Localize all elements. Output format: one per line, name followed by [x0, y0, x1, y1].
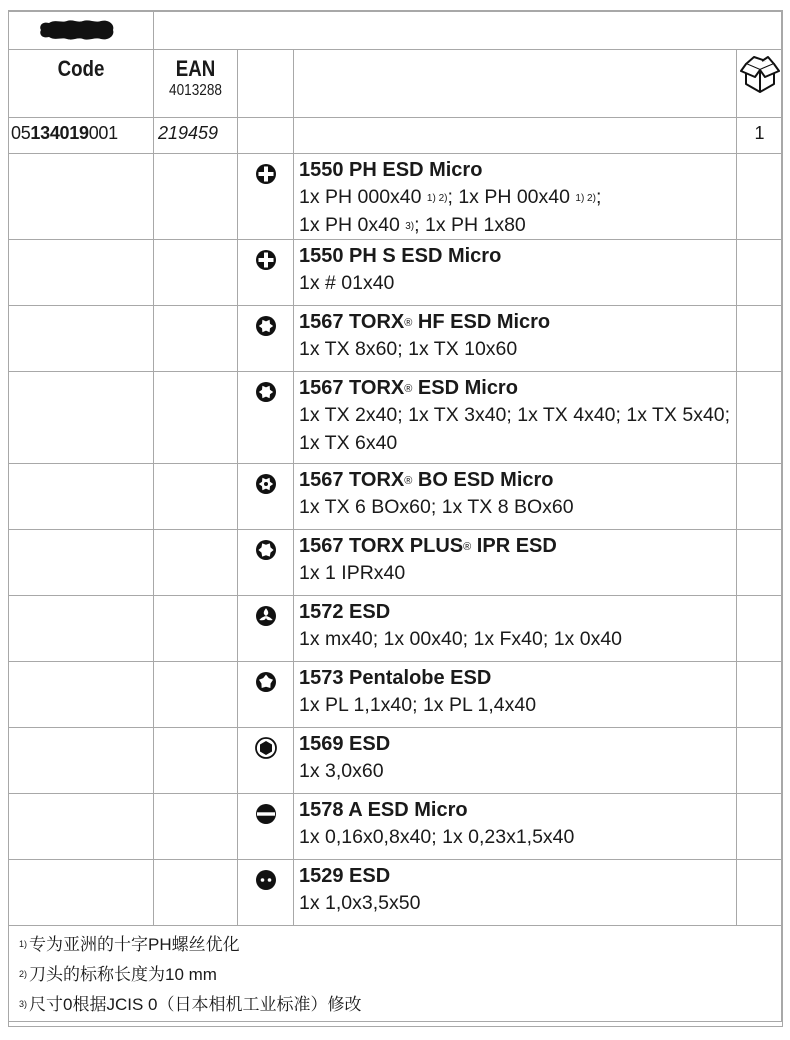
footnotes — [9, 926, 783, 1027]
item-title-text: 1550 PH S ESD Micro — [299, 245, 502, 267]
footnote-ref: 1) 2) — [575, 193, 596, 204]
item-title — [299, 797, 732, 823]
item-icon-cell — [238, 530, 294, 596]
item-contents-text: ; 1x PH 00x40 — [447, 186, 576, 208]
item-title — [299, 157, 732, 183]
item-contents-line — [299, 429, 732, 457]
item-ean-cell — [154, 372, 238, 464]
item-icon-cell — [238, 464, 294, 530]
item-qty-cell — [737, 372, 783, 464]
item-contents-text: 1x mx40; 1x 00x40; 1x Fx40; 1x 0x40 — [299, 628, 623, 650]
footnote-line — [19, 990, 782, 1020]
item-title-text: 1572 ESD — [299, 601, 391, 623]
item-row — [9, 372, 783, 464]
hex-icon — [254, 736, 278, 760]
item-contents-text: 1x # 01x40 — [299, 272, 395, 294]
ean-prefix: 4013288 — [169, 82, 222, 99]
item-qty-cell — [737, 306, 783, 372]
footnote-mark: 1) — [19, 939, 28, 949]
item-title-text: 1567 TORX — [299, 469, 405, 491]
item-ean-cell — [154, 530, 238, 596]
item-contents-text: ; 1x PH 1x80 — [414, 214, 526, 236]
code-header — [9, 50, 154, 118]
item-contents-text: 1x TX 6x40 — [299, 432, 398, 454]
item-description — [294, 794, 737, 860]
item-code-cell — [9, 530, 154, 596]
item-icon-cell — [238, 306, 294, 372]
item-code-cell — [9, 306, 154, 372]
item-description — [294, 728, 737, 794]
torx-hf-icon — [254, 314, 278, 338]
logo-spacer — [154, 11, 783, 50]
item-description — [294, 154, 737, 240]
item-qty-cell — [737, 860, 783, 926]
item-contents-text: 1x TX 8x60; 1x TX 10x60 — [299, 338, 518, 360]
item-icon-cell — [238, 662, 294, 728]
item-contents-text: 1x 1,0x3,5x50 — [299, 892, 421, 914]
item-ean-cell — [154, 794, 238, 860]
item-title — [299, 467, 732, 493]
item-qty-cell — [737, 728, 783, 794]
quantity-value: 1 — [737, 118, 783, 154]
footnote-text: 刀头的标称长度为10 mm — [29, 965, 217, 984]
item-title — [299, 243, 732, 269]
item-title-rest: ESD Micro — [412, 377, 518, 399]
item-title-text: 1550 PH ESD Micro — [299, 159, 483, 181]
id-icon-cell — [238, 118, 294, 154]
item-contents-line — [299, 493, 732, 521]
item-code-cell — [9, 154, 154, 240]
item-contents-line — [299, 889, 732, 917]
two-pin-icon — [254, 868, 278, 892]
item-qty-cell — [737, 794, 783, 860]
product-table — [8, 10, 783, 1027]
item-code-cell — [9, 860, 154, 926]
item-ean-cell — [154, 860, 238, 926]
footnote-ref: 1) 2) — [426, 193, 448, 204]
item-contents-line — [299, 211, 732, 239]
item-code-cell — [9, 662, 154, 728]
item-title-rest: HF ESD Micro — [412, 311, 551, 333]
item-title-text: 1529 ESD — [299, 865, 391, 887]
footnotes-row — [9, 926, 783, 1027]
icon-header — [238, 50, 294, 118]
item-code-cell — [9, 596, 154, 662]
item-code-cell — [9, 372, 154, 464]
item-title-text: 1567 TORX PLUS — [299, 535, 464, 557]
item-title-rest: IPR ESD — [471, 535, 557, 557]
item-qty-cell — [737, 154, 783, 240]
brand-logo-icon — [39, 19, 115, 41]
item-icon-cell — [238, 596, 294, 662]
item-qty-cell — [737, 464, 783, 530]
item-description — [294, 860, 737, 926]
item-description — [294, 530, 737, 596]
item-title-text: 1569 ESD — [299, 733, 391, 755]
item-icon-cell — [238, 728, 294, 794]
item-icon-cell — [238, 240, 294, 306]
item-row — [9, 728, 783, 794]
item-code-cell — [9, 464, 154, 530]
item-contents-line — [299, 335, 732, 363]
torx-icon — [254, 380, 278, 404]
item-row — [9, 240, 783, 306]
item-contents-text: 1x 3,0x60 — [299, 760, 384, 782]
item-contents-text: 1x PH 000x40 — [299, 186, 427, 208]
item-title — [299, 599, 732, 625]
footnote-mark: 3) — [19, 999, 28, 1009]
item-contents-text: ; — [595, 186, 602, 208]
phillips-icon — [254, 248, 278, 272]
item-title — [299, 731, 732, 757]
item-row — [9, 530, 783, 596]
item-contents-line — [299, 183, 732, 211]
logo-cell — [9, 11, 154, 50]
item-row — [9, 154, 783, 240]
item-row — [9, 596, 783, 662]
item-code-cell — [9, 794, 154, 860]
id-desc-cell — [294, 118, 737, 154]
description-header — [294, 50, 737, 118]
item-contents-line — [299, 269, 732, 297]
ean-header-label: EAN — [175, 56, 216, 81]
registered-mark: ® — [404, 383, 413, 395]
torx-bo-icon — [254, 472, 278, 496]
item-title — [299, 375, 732, 401]
item-row — [9, 794, 783, 860]
item-qty-cell — [737, 662, 783, 728]
slotted-icon — [254, 802, 278, 826]
item-title-text: 1578 A ESD Micro — [299, 799, 468, 821]
item-code-cell — [9, 728, 154, 794]
footnote-text: 专为亚洲的十字PH螺丝优化 — [29, 935, 240, 954]
code-suffix: 001 — [88, 123, 118, 143]
item-row — [9, 662, 783, 728]
item-title-text: 1573 Pentalobe ESD — [299, 667, 492, 689]
code-main: 134019 — [30, 123, 89, 143]
code-header-label: Code — [57, 56, 105, 81]
item-ean-cell — [154, 596, 238, 662]
item-row — [9, 860, 783, 926]
item-description — [294, 464, 737, 530]
item-contents-text: 1x PL 1,1x40; 1x PL 1,4x40 — [299, 694, 537, 716]
item-icon-cell — [238, 860, 294, 926]
footnote-ref: 3) — [405, 221, 415, 232]
torx-plus-icon — [254, 538, 278, 562]
item-contents-text: 1x PH 0x40 — [299, 214, 406, 236]
item-icon-cell — [238, 372, 294, 464]
item-ean-cell — [154, 662, 238, 728]
item-ean-cell — [154, 154, 238, 240]
item-contents-line — [299, 559, 732, 587]
item-qty-cell — [737, 240, 783, 306]
article-code — [9, 118, 154, 154]
item-title — [299, 665, 732, 691]
item-title-text: 1567 TORX — [299, 377, 405, 399]
registered-mark: ® — [463, 541, 472, 553]
item-contents-line — [299, 757, 732, 785]
item-ean-cell — [154, 306, 238, 372]
item-description — [294, 306, 737, 372]
item-title — [299, 533, 732, 559]
item-contents-line — [299, 625, 732, 653]
item-row — [9, 306, 783, 372]
item-title-rest: BO ESD Micro — [412, 469, 554, 491]
item-contents-text: 1x 1 IPRx40 — [299, 562, 406, 584]
item-row — [9, 464, 783, 530]
footnote-mark: 2) — [19, 969, 28, 979]
item-title — [299, 309, 732, 335]
footnote-text: 尺寸0根据JCIS 0（日本相机工业标准）修改 — [29, 995, 362, 1014]
item-contents-line — [299, 823, 732, 851]
footnote-line — [19, 930, 782, 960]
registered-mark: ® — [404, 475, 413, 487]
item-qty-cell — [737, 530, 783, 596]
ean-suffix: 219459 — [154, 118, 238, 154]
item-contents-text: 1x TX 2x40; 1x TX 3x40; 1x TX 4x40; 1x TX 5x40; — [299, 404, 731, 426]
item-title — [299, 863, 732, 889]
item-title-text: 1567 TORX — [299, 311, 405, 333]
item-qty-cell — [737, 596, 783, 662]
code-prefix: 05 — [11, 123, 31, 143]
tri-wing-icon — [254, 604, 278, 628]
item-description — [294, 372, 737, 464]
item-contents-text: 1x TX 6 BOx60; 1x TX 8 BOx60 — [299, 496, 574, 518]
item-icon-cell — [238, 154, 294, 240]
footnote-line — [19, 960, 782, 990]
phillips-icon — [254, 162, 278, 186]
item-ean-cell — [154, 464, 238, 530]
item-contents-line — [299, 691, 732, 719]
quantity-header — [737, 50, 783, 118]
item-description — [294, 240, 737, 306]
item-description — [294, 662, 737, 728]
registered-mark: ® — [404, 317, 413, 329]
item-icon-cell — [238, 794, 294, 860]
item-contents-text: 1x 0,16x0,8x40; 1x 0,23x1,5x40 — [299, 826, 575, 848]
item-code-cell — [9, 240, 154, 306]
item-description — [294, 596, 737, 662]
item-contents-line — [299, 401, 732, 429]
package-box-icon — [740, 54, 780, 98]
pentalobe-icon — [254, 670, 278, 694]
ean-header — [154, 50, 238, 118]
item-ean-cell — [154, 240, 238, 306]
item-ean-cell — [154, 728, 238, 794]
